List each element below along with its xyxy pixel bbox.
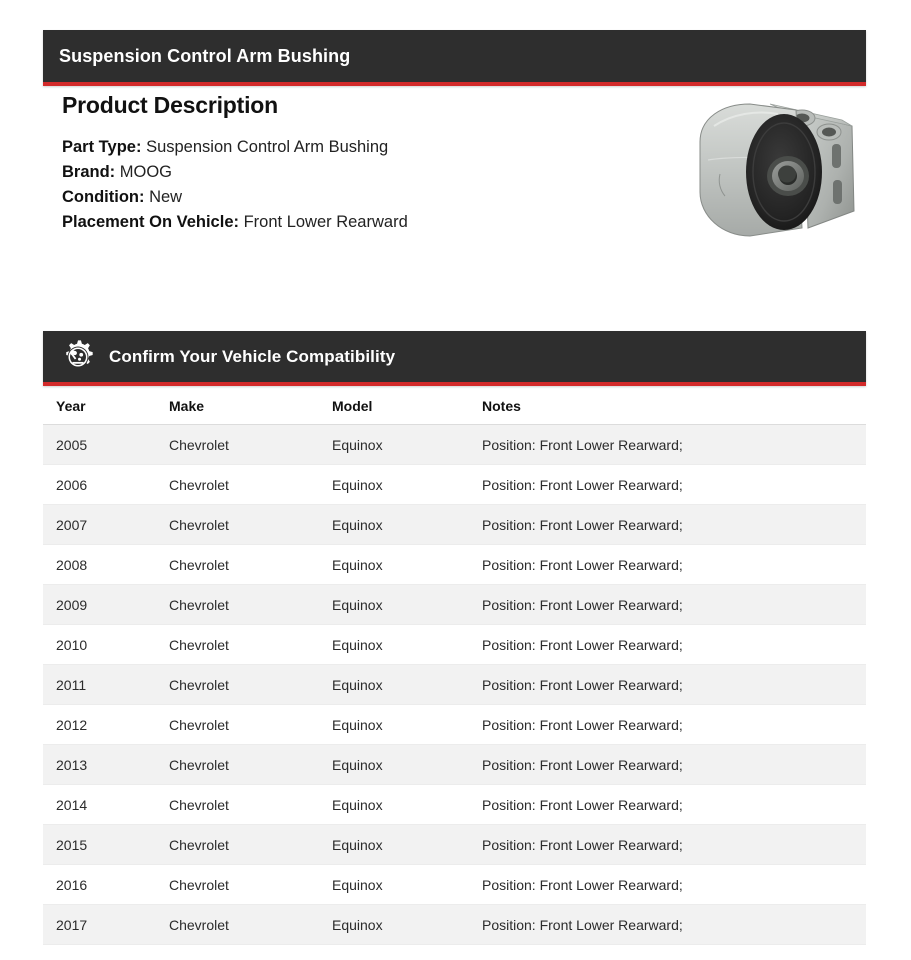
spec-placement	[62, 210, 462, 235]
spec-condition-value: New	[149, 188, 183, 206]
cell-model: Equinox	[319, 745, 469, 785]
cell-year: 2011	[43, 665, 156, 705]
cell-year: 2012	[43, 705, 156, 745]
cell-model: Equinox	[319, 465, 469, 505]
product-spec-list	[62, 135, 462, 235]
table-row	[43, 865, 866, 905]
cell-model: Equinox	[319, 865, 469, 905]
cell-model: Equinox	[319, 425, 469, 465]
bushing-illustration	[692, 96, 864, 246]
cell-make: Chevrolet	[156, 825, 319, 865]
cell-year: 2006	[43, 465, 156, 505]
cell-notes: Position: Front Lower Rearward;	[469, 865, 866, 905]
cell-year: 2010	[43, 625, 156, 665]
gear-wrench-icon	[59, 338, 97, 376]
cell-make: Chevrolet	[156, 905, 319, 945]
table-row	[43, 785, 866, 825]
cell-make: Chevrolet	[156, 705, 319, 745]
spec-condition-label: Condition:	[62, 188, 145, 206]
cell-notes: Position: Front Lower Rearward;	[469, 785, 866, 825]
table-row	[43, 545, 866, 585]
table-row	[43, 745, 866, 785]
table-row	[43, 905, 866, 945]
cell-year: 2013	[43, 745, 156, 785]
table-row	[43, 665, 866, 705]
table-row	[43, 585, 866, 625]
table-row	[43, 505, 866, 545]
cell-make: Chevrolet	[156, 545, 319, 585]
cell-notes: Position: Front Lower Rearward;	[469, 665, 866, 705]
compatibility-header-title: Confirm Your Vehicle Compatibility	[109, 346, 396, 366]
spec-brand-label: Brand:	[62, 163, 116, 181]
cell-notes: Position: Front Lower Rearward;	[469, 585, 866, 625]
page-title: Suspension Control Arm Bushing	[59, 45, 351, 66]
cell-model: Equinox	[319, 705, 469, 745]
spec-placement-label: Placement On Vehicle:	[62, 213, 239, 231]
cell-model: Equinox	[319, 785, 469, 825]
cell-make: Chevrolet	[156, 865, 319, 905]
table-row	[43, 465, 866, 505]
table-row	[43, 825, 866, 865]
cell-model: Equinox	[319, 545, 469, 585]
cell-year: 2007	[43, 505, 156, 545]
cell-make: Chevrolet	[156, 425, 319, 465]
cell-notes: Position: Front Lower Rearward;	[469, 505, 866, 545]
cell-notes: Position: Front Lower Rearward;	[469, 425, 866, 465]
vehicle-compatibility-table	[43, 390, 866, 945]
product-title-header	[43, 30, 866, 86]
cell-make: Chevrolet	[156, 665, 319, 705]
cell-make: Chevrolet	[156, 585, 319, 625]
cell-year: 2016	[43, 865, 156, 905]
table-body	[43, 425, 866, 945]
cell-notes: Position: Front Lower Rearward;	[469, 465, 866, 505]
cell-year: 2005	[43, 425, 156, 465]
product-description-heading: Product Description	[62, 92, 279, 118]
cell-make: Chevrolet	[156, 785, 319, 825]
cell-make: Chevrolet	[156, 465, 319, 505]
cell-notes: Position: Front Lower Rearward;	[469, 825, 866, 865]
cell-model: Equinox	[319, 625, 469, 665]
cell-model: Equinox	[319, 905, 469, 945]
cell-notes: Position: Front Lower Rearward;	[469, 905, 866, 945]
column-header-notes: Notes	[469, 390, 866, 425]
table-row	[43, 705, 866, 745]
spec-part-type-label: Part Type:	[62, 138, 142, 156]
spec-part-type-value: Suspension Control Arm Bushing	[146, 138, 389, 156]
cell-year: 2014	[43, 785, 156, 825]
spec-placement-value: Front Lower Rearward	[243, 213, 408, 231]
product-photo	[692, 96, 864, 246]
cell-make: Chevrolet	[156, 625, 319, 665]
cell-notes: Position: Front Lower Rearward;	[469, 745, 866, 785]
column-header-model: Model	[319, 390, 469, 425]
column-header-year: Year	[43, 390, 156, 425]
cell-model: Equinox	[319, 585, 469, 625]
cell-notes: Position: Front Lower Rearward;	[469, 625, 866, 665]
column-header-make: Make	[156, 390, 319, 425]
cell-year: 2009	[43, 585, 156, 625]
cell-notes: Position: Front Lower Rearward;	[469, 545, 866, 585]
cell-model: Equinox	[319, 665, 469, 705]
cell-model: Equinox	[319, 505, 469, 545]
spec-part-type	[62, 135, 462, 160]
spec-brand-value: MOOG	[119, 163, 173, 181]
table-header	[43, 390, 866, 425]
compatibility-header	[43, 331, 866, 386]
spec-brand	[62, 160, 462, 185]
cell-model: Equinox	[319, 825, 469, 865]
cell-year: 2017	[43, 905, 156, 945]
cell-make: Chevrolet	[156, 505, 319, 545]
table-row	[43, 425, 866, 465]
table-row	[43, 625, 866, 665]
product-description-block	[62, 92, 462, 235]
table-header-row	[43, 390, 866, 425]
spec-condition	[62, 185, 462, 210]
cell-make: Chevrolet	[156, 745, 319, 785]
cell-year: 2008	[43, 545, 156, 585]
cell-year: 2015	[43, 825, 156, 865]
cell-notes: Position: Front Lower Rearward;	[469, 705, 866, 745]
